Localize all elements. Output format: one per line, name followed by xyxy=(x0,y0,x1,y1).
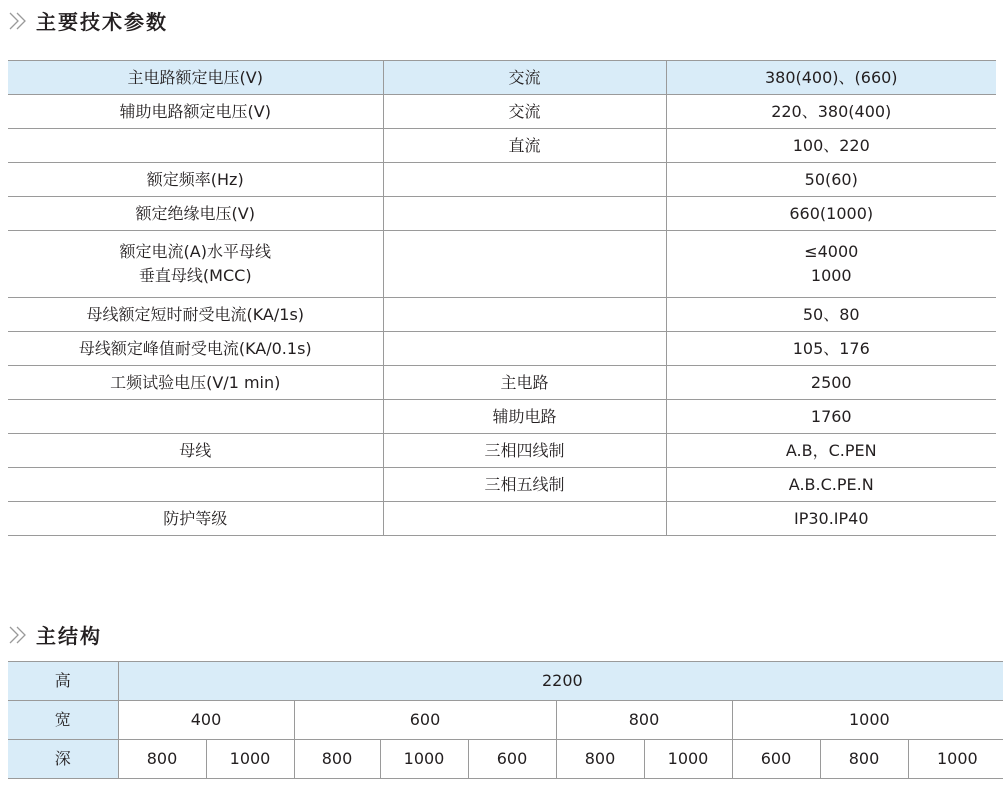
param-type xyxy=(383,231,666,298)
width-value: 600 xyxy=(294,701,556,740)
param-name-line1: 额定电流(A)水平母线 xyxy=(119,242,271,261)
param-name: 母线 xyxy=(8,434,383,468)
width-label: 宽 xyxy=(8,701,118,740)
param-type: 交流 xyxy=(383,61,666,95)
width-value: 800 xyxy=(556,701,732,740)
table-row xyxy=(8,400,996,434)
param-type: 直流 xyxy=(383,129,666,163)
param-name xyxy=(8,231,383,298)
param-type xyxy=(383,163,666,197)
param-name xyxy=(8,468,383,502)
param-value: 105、176 xyxy=(666,332,996,366)
section-header-params xyxy=(8,6,168,35)
param-name: 主电路额定电压(V) xyxy=(8,61,383,95)
table-row xyxy=(8,231,996,298)
param-name: 额定绝缘电压(V) xyxy=(8,197,383,231)
param-type: 主电路 xyxy=(383,366,666,400)
double-chevron-right-icon xyxy=(8,625,30,645)
param-type xyxy=(383,298,666,332)
param-type xyxy=(383,197,666,231)
param-value: 50(60) xyxy=(666,163,996,197)
param-value: 1760 xyxy=(666,400,996,434)
param-name: 辅助电路额定电压(V) xyxy=(8,95,383,129)
height-value: 2200 xyxy=(118,662,1003,701)
param-type: 三相四线制 xyxy=(383,434,666,468)
param-name-line2: 垂直母线(MCC) xyxy=(138,266,252,285)
table-row xyxy=(8,61,996,95)
depth-row xyxy=(8,740,1003,779)
param-name: 额定频率(Hz) xyxy=(8,163,383,197)
depth-value: 1000 xyxy=(644,740,732,779)
depth-value: 1000 xyxy=(380,740,468,779)
param-name: 防护等级 xyxy=(8,502,383,536)
height-label: 高 xyxy=(8,662,118,701)
param-value: 100、220 xyxy=(666,129,996,163)
table-row xyxy=(8,332,996,366)
width-value: 1000 xyxy=(732,701,1003,740)
depth-value: 600 xyxy=(468,740,556,779)
param-value-line1: ≤4000 xyxy=(804,242,859,261)
depth-value: 800 xyxy=(118,740,206,779)
param-type xyxy=(383,332,666,366)
double-chevron-right-icon xyxy=(8,11,30,31)
depth-value: 800 xyxy=(294,740,380,779)
param-type: 辅助电路 xyxy=(383,400,666,434)
depth-value: 800 xyxy=(820,740,908,779)
section-header-structure xyxy=(8,620,102,649)
section-title: 主要技术参数 xyxy=(36,10,168,34)
param-value: 2500 xyxy=(666,366,996,400)
section-title: 主结构 xyxy=(36,624,102,648)
param-name: 母线额定峰值耐受电流(KA/0.1s) xyxy=(8,332,383,366)
param-name: 工频试验电压(V/1 min) xyxy=(8,366,383,400)
table-row xyxy=(8,197,996,231)
height-row xyxy=(8,662,1003,701)
table-row xyxy=(8,298,996,332)
param-value xyxy=(666,231,996,298)
depth-value: 600 xyxy=(732,740,820,779)
table-row xyxy=(8,366,996,400)
param-value: 380(400)、(660) xyxy=(666,61,996,95)
width-row xyxy=(8,701,1003,740)
param-value: IP30.IP40 xyxy=(666,502,996,536)
param-value: 220、380(400) xyxy=(666,95,996,129)
param-name: 母线额定短时耐受电流(KA/1s) xyxy=(8,298,383,332)
param-name xyxy=(8,400,383,434)
table-row xyxy=(8,434,996,468)
param-value: 660(1000) xyxy=(666,197,996,231)
depth-value: 800 xyxy=(556,740,644,779)
param-type xyxy=(383,502,666,536)
table-row xyxy=(8,129,996,163)
param-value-line2: 1000 xyxy=(810,266,852,285)
table-row xyxy=(8,468,996,502)
table-row xyxy=(8,502,996,536)
width-value: 400 xyxy=(118,701,294,740)
param-value: A.B.C.PE.N xyxy=(666,468,996,502)
structure-table xyxy=(8,661,1003,779)
param-value: 50、80 xyxy=(666,298,996,332)
depth-value: 1000 xyxy=(206,740,294,779)
param-name xyxy=(8,129,383,163)
param-value: A.B，C.PEN xyxy=(666,434,996,468)
param-type: 三相五线制 xyxy=(383,468,666,502)
table-row xyxy=(8,95,996,129)
param-type: 交流 xyxy=(383,95,666,129)
params-table xyxy=(8,60,996,536)
depth-label: 深 xyxy=(8,740,118,779)
table-row xyxy=(8,163,996,197)
depth-value: 1000 xyxy=(908,740,1003,779)
